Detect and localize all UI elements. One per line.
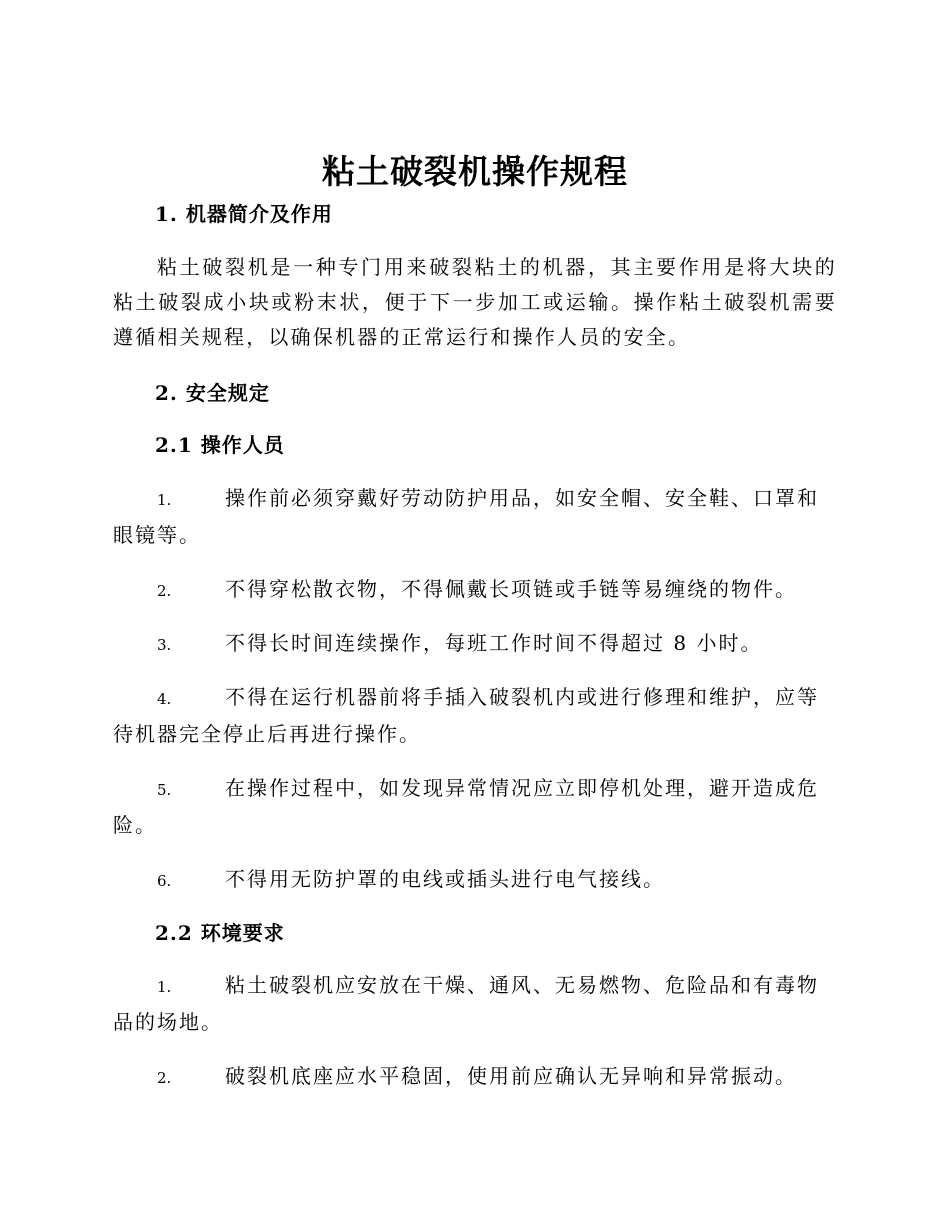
page-title: 粘土破裂机操作规程 [322,152,628,191]
list-item [113,572,837,609]
section-heading-2-2: 2.2 环境要求 [155,921,285,945]
list-item-number: 4. [157,690,172,708]
list-item-text: 粘土破裂机应安放在干燥、通风、无易燃物、危险品和有毒物品的场地。 [113,973,819,1034]
section-heading-2-1: 2.1 操作人员 [155,433,285,457]
list-item-number: 5. [157,781,172,799]
list-item [113,481,837,553]
list-item-number: 2. [157,582,172,600]
list-item-text: 不得穿松散衣物，不得佩戴长项链或手链等易缠绕的物件。 [225,577,797,601]
list-item-number: 1. [157,978,172,996]
section-1-paragraph: 粘土破裂机是一种专门用来破裂粘土的机器，其主要作用是将大块的粘土破裂成小块或粉末状，便于下一步加工或运输。操作粘土破裂机需要遵循相关规程，以确保机器的正常运行和操作人员的安全。 [113,255,837,349]
list-item [113,680,837,752]
list-item [113,626,837,663]
list-item-text: 不得用无防护罩的电线或插头进行电气接线。 [225,867,665,891]
list-item-text: 不得在运行机器前将手插入破裂机内或进行修理和维护，应等待机器完全停止后再进行操作。 [113,685,819,746]
list-item [113,1059,837,1096]
list-item-text: 不得长时间连续操作，每班工作时间不得超过 8 小时。 [225,631,763,655]
list-item [113,771,837,843]
list-item-number: 2. [157,1069,172,1087]
list-item [113,968,837,1040]
list-item-number: 1. [157,491,172,509]
list-item-text: 操作前必须穿戴好劳动防护用品，如安全帽、安全鞋、口罩和眼镜等。 [113,486,819,547]
section-heading-2: 2. 安全规定 [155,381,270,405]
list-item-number: 6. [157,872,172,890]
section-heading-1: 1. 机器简介及作用 [155,202,333,226]
list-item-number: 3. [157,636,172,654]
list-item-text: 破裂机底座应水平稳固，使用前应确认无异响和异常振动。 [225,1064,797,1088]
list-item-text: 在操作过程中，如发现异常情况应立即停机处理，避开造成危险。 [113,776,819,837]
list-item [113,862,837,899]
